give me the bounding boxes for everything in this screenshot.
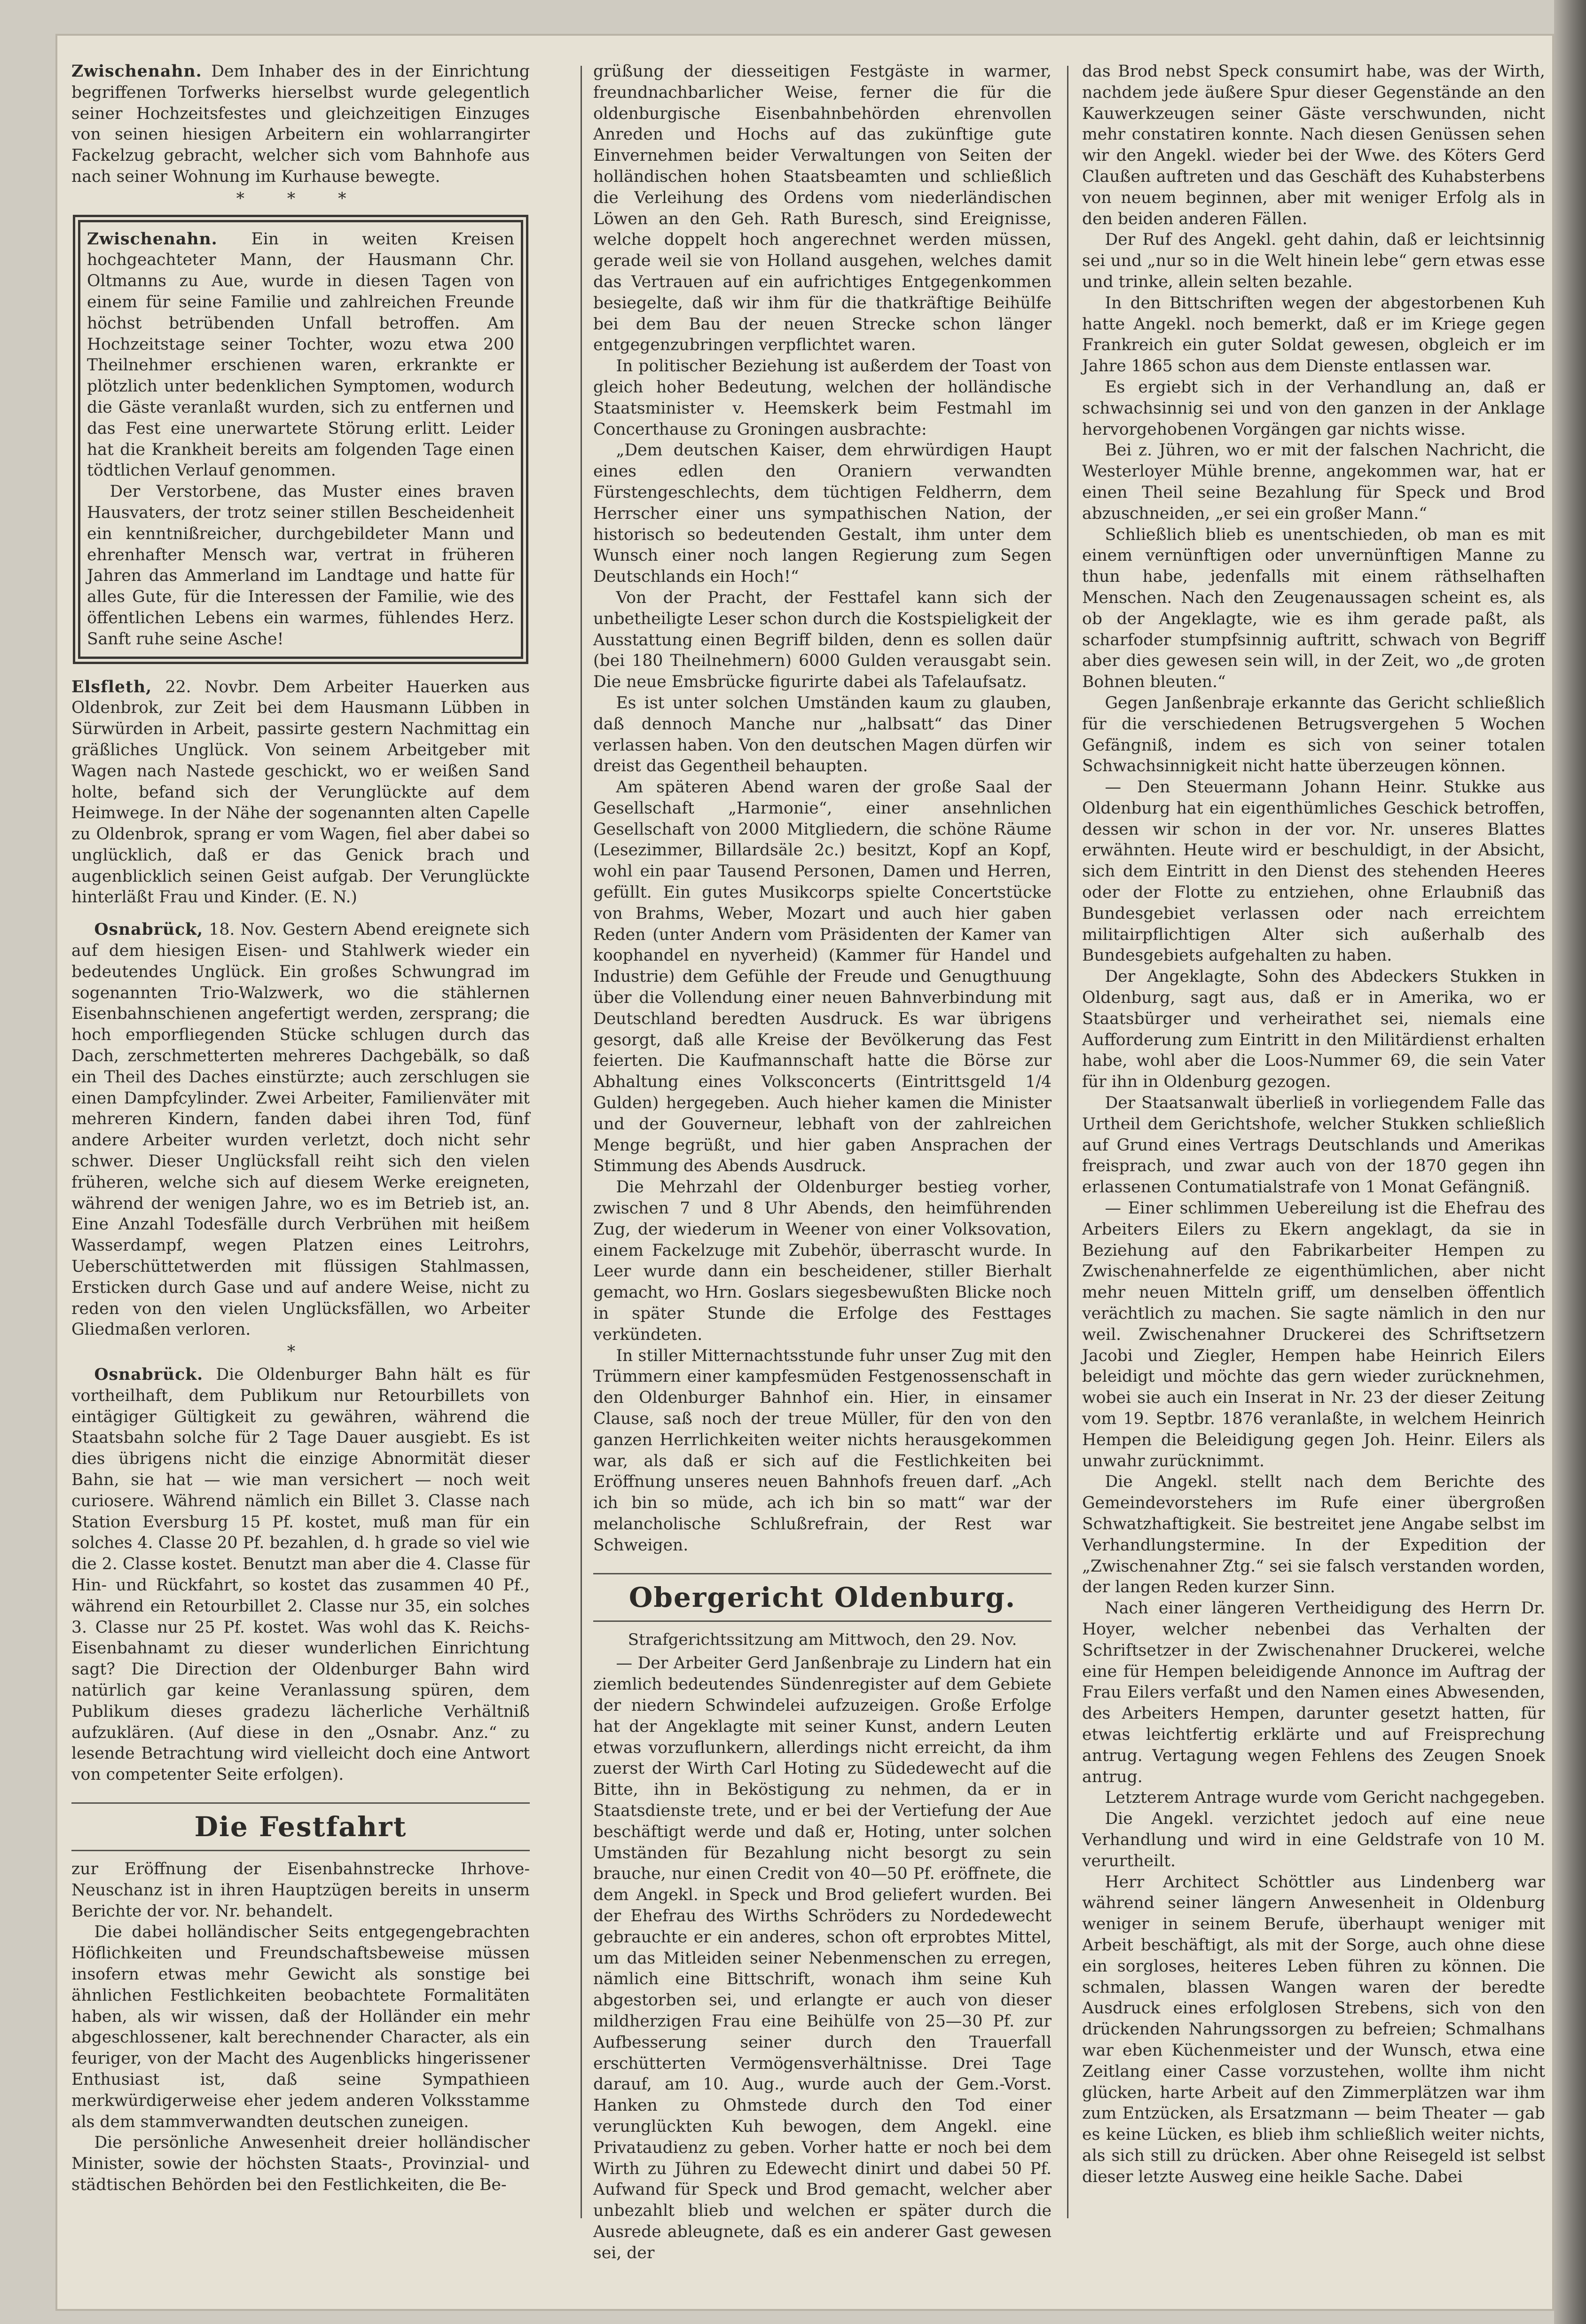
- headline-obergericht: Obergericht Oldenburg.: [593, 1573, 1052, 1622]
- obituary-paragraph: Zwischenahn. Ein in weiten Kreisen hochgeachteter Mann, der Hausmann Chr. Oltmanns zu Aue, wurde in diesen Tagen von einem für seine Familie und zahlreichen Freunde höchst betrübenden Unfall betroffen. Am Hochzeitstage seiner Tochter, wozu etwa 200 Theilnehmer erschienen waren, erkrankte er plötzlich unter bedenklichen Symptomen, wodurch die Gäste veranlaßt wurden, sich zu entfernen und das Fest eine unerwartete Störung erlitt. Leider hat die Krankheit bereits am folgenden Tage einen tödtlichen Verlauf genommen.: [87, 229, 514, 480]
- festfahrt-paragraph: Die Mehrzahl der Oldenburger bestieg vorher, zwischen 7 und 8 Uhr Abends, den heimführenden Zug, der wiederum in Weener von einer Volksovation, einem Fackelzuge mit Zubehör, überrascht wurde. In Leer wurde dann ein bescheidener, stiller Bierhalt gemacht, wo Hrn. Goslars siegesbewußten Blicke noch in später Stunde die Erfolge des Festtages verkündeten.: [593, 1178, 1052, 1344]
- court-paragraph: Herr Architect Schöttler aus Lindenberg war während seiner längern Anwesenheit in Oldenburg weniger in seinem Berufe, überhaupt weniger mit Arbeit beschäftigt, als mit der Sorge, auch ohne diese ein sorgloses, heiteres Leben führen zu können. Die schmalen, blassen Wangen waren der beredte Ausdruck eines erfolglosen Strebens, sich von den drückenden Nahrungssorgen zu befreien; Schmalhans war eben Küchenmeister und der Wunsch, etwa eine Zeitlang einer Casse vorzustehen, wollte ihm nicht glücken, harte Arbeit auf den Zimmerplätzen war ihm zum Entzücken, als Ersatzmann — beim Theater — gab es keine Lücken, es blieb ihm schließlich weiter nichts, als sich still zu drücken. Aber ohne Reisegeld ist selbst dieser letzte Ausweg eine heikle Sache. Dabei: [1082, 1872, 1545, 2186]
- headline-festfahrt: Die Festfahrt: [71, 1802, 530, 1851]
- festfahrt-paragraph: Am späteren Abend waren der große Saal der Gesellschaft „Harmonie“, einer ansehnlichen Gesellschaft von 2000 Mitgliedern, die schöne Räume (Lesezimmer, Billardsäle 2c.) besitzt, Kopf an Kopf, wohl ein paar Tausend Personen, Damen und Herren, gefüllt. Ein gutes Musikcorps spielte Concertstücke von Brahms, Weber, Mozart und auch hier gaben Reden (unter Andern vom Präsidenten der Kamer van koophandel en nyverheid) (Kammer für Handel und Industrie) dem Gefühle der Freude und Genugthuung über die Vollendung einer neuen Bahnverbindung mit Deutschland beredten Ausdruck. Es war übrigens gesorgt, daß alle Kreise der Bevölkerung das Fest feierten. Die Kaufmannschaft hatte die Börse zur Abhaltung eines Volksconcerts (Eintrittsgeld 1/4 Gulden) hergegeben. Auch hieher kamen die Minister und der Gouverneur, lebhaft von der zahlreichen Menge begrüßt, und hier gaben Ansprachen der Stimmung des Abends Ausdruck.: [593, 778, 1052, 1176]
- article-osnabrueck-unglueck: Osnabrück, 18. Nov. Gestern Abend ereignete sich auf dem hiesigen Eisen- und Stahlwerk wieder ein bedeutendes Unglück. Ein großes Schwungrad im sogenannten Trio-Walzwerk, wo die stählernen Eisenbahnschienen angefertigt werden, zersprang; die hoch emporfliegenden Stücke schlugen durch das Dach, zerschmetterten mehreres Dachgebälk, so daß ein Theil des Daches einstürzte; auch zerschlugen sie einen Dampfcylinder. Zwei Arbeiter, Familienväter mit mehreren Kindern, fanden dabei ihren Tod, fünf andere Arbeiter wurden verletzt, doch nicht sehr schwer. Dieser Unglücksfall reiht sich den vielen früheren, welche sich auf diesem Werke ereigneten, während der wenigen Jahre, wo es im Betrieb ist, an. Eine Anzahl Todesfälle durch Verbrühen mit heißem Wasserdampf, wegen Platzen eines Leitrohrs, Ueberschüttetwerden mit flüssigen Stahlmassen, Ersticken durch Gase und auf andere Weise, nicht zu reden von den vielen Unglücksfällen, wo Arbeiter Gliedmaßen verloren.: [71, 920, 530, 1339]
- session-subtitle: Strafgerichtssitzung am Mittwoch, den 29. Nov.: [628, 1630, 1017, 1649]
- column-1: [71, 61, 530, 2218]
- court-paragraph: — Den Steuermann Johann Heinr. Stukke aus Oldenburg hat ein eigenthümliches Geschick betroffen, dessen wir schon in der vor. Nr. unseres Blattes erwähnten. Heute wird er beschuldigt, in der Absicht, sich dem Eintritt in den Dienst des stehenden Heeres oder der Flotte zu entziehen, ohne Erlaubniß das Bundesgebiet verlassen oder nach erreichtem militairpflichtigen Alter sich außerhalb des Bundesgebiets aufgehalten zu haben.: [1082, 778, 1545, 965]
- article-zwischenahn-fackelzug: Zwischenahn. Dem Inhaber des in der Einrichtung begriffenen Torfwerks hierselbst wurde gelegentlich seiner Hochzeitsfestes und gleichzeitigen Einzuges von seinen hiesigen Arbeitern ein wohlarrangirter Fackelzug gebracht, welcher sich vom Bahnhofe aus nach seiner Wohnung im Kurhause bewegte.: [71, 62, 530, 186]
- court-paragraph: Letzterem Antrage wurde vom Gericht nachgegeben.: [1105, 1788, 1545, 1808]
- column-rule: [581, 66, 582, 2218]
- court-paragraph: Schließlich blieb es unentschieden, ob man es mit einem vernünftigen oder unvernünftigen Manne zu thun habe, jedenfalls mit einem räthselhaften Menschen. Nach den Zeugenaussagen scheint es, als ob der Angeklagte, wie es ihm gerade paßt, als scharfoder stumpfsinnig auftritt, schwach von Begriff aber dies gewesen sein will, in der Zeit, wo „de groten Bohnen bleuten.“: [1082, 525, 1545, 692]
- court-paragraph: — Der Arbeiter Gerd Janßenbraje zu Lindern hat ein ziemlich bedeutendes Sündenregister auf dem Gebiete der niedern Schwindelei aufzuzeigen. Große Erfolge hat der Angeklagte mit seiner Kunst, andern Leuten etwas vorzuflunkern, allerdings nicht erreicht, da ihm zuerst der Wirth Carl Hoting zu Südedewecht auf die Bitte, ihn in Beköstigung zu nehmen, da er in Staatsdienste trete, und er bei der Vertiefung der Aue beschäftigt werde und daß er, Hoting, unter solchen Umständen für Bezahlung nicht besorgt zu sein brauche, nur einen Credit von 40—50 Pf. eröffnete, die dem Angekl. in Speck und Brod geliefert wurden. Bei der Ehefrau des Wirths Schröders zu Nordedewecht gebrauchte er ein anderes, schon oft erprobtes Mittel, um das Mitleiden seiner Nebenmenschen zu erregen, nämlich eine Bittschrift, wonach ihm seine Kuh abgestorben sei, und erlangte er auch von dieser mildherzigen Frau eine Beihülfe von 25—30 Pf. zur Aufbesserung seiner durch den Trauerfall erschütterten Vermögensverhältnisse. Drei Tage darauf, am 10. Aug., wurde auch der Gem.-Vorst. Hanken zu Ohmstede durch den Tod einer verunglückten Kuh bewogen, dem Angekl. eine Privataudienz zu geben. Vorher hatte er noch bei dem Wirth zu Jühren zu Edewecht dinirt und dabei 50 Pf. Aufwand für Speck und Brod gemacht, welcher aber unbezahlt blieb und welchen er später durch die Ausrede ableugnete, daß es ein anderer Gast gewesen sei, der: [593, 1654, 1052, 2262]
- toast-quote: „Dem deutschen Kaiser, dem ehrwürdigen Haupt eines edlen den Oraniern verwandten Fürstengeschlechts, dem tüchtigen Feldherrn, dem Herrscher einer uns sympathischen Nation, der historisch so bedeutenden Gestalt, ihm unter dem Wunsch einer noch langen Regierung zum Segen Deutschlands ein Hoch!“: [593, 441, 1052, 587]
- obituary-box: [78, 220, 523, 659]
- festfahrt-paragraph: Von der Pracht, der Festtafel kann sich der unbetheiligte Leser schon durch die Kostspieligkeit der Ausstattung einen Begriff bilden, denn es sollen daür (bei 180 Theilnehmern) 6000 Gulden verausgabt sein. Die neue Emsbrücke figurirte dabei als Tafelaufsatz.: [593, 588, 1052, 692]
- court-paragraph: das Brod nebst Speck consumirt habe, was der Wirth, nachdem jede äußere Spur dieser Gegenstände an den Kauwerkzeugen seiner Gäste verschwunden, nicht mehr constatiren konnte. Nach diesen Genüssen sehen wir den Angekl. wieder bei der Wwe. des Köters Gerd Claußen auftreten und das Geschäft des Kuhabsterbens von neuem beginnen, aber mit weniger Erfolg als in den beiden anderen Fällen.: [1082, 62, 1545, 228]
- festfahrt-paragraph: Es ist unter solchen Umständen kaum zu glauben, daß dennoch Manche nur „halbsatt“ das Diner verlassen haben. Von den deutschen Magen dürfen wir dreist das Gegentheil behaupten.: [593, 693, 1052, 776]
- festfahrt-paragraph: Die dabei holländischer Seits entgegengebrachten Höflichkeiten und Freundschaftsbeweise müssen insofern etwas mehr Gewicht als sonstige bei ähnlichen Festlichkeiten beobachtete Formalitäten haben, als wir wissen, daß der Holländer ein mehr abgeschlossener, kalt berechnender Character, als ein feuriger, von der Macht des Augenblicks hingerissener Enthusiast ist, daß seine Sympathieen merkwürdigerweise eher jedem anderen Volksstamme als dem stammverwandten deutschen zuneigen.: [71, 1923, 530, 2131]
- court-paragraph: Die Angekl. stellt nach dem Berichte des Gemeindevorstehers im Rufe einer übergroßen Schwatzhaftigkeit. Sie bestreitet jene Angabe selbst im Verhandlungstermine. In der Expedition der „Zwischenahner Ztg.“ sei sie falsch verstanden worden, der langen Reden kurzer Sinn.: [1082, 1472, 1545, 1597]
- festfahrt-paragraph: Die persönliche Anwesenheit dreier holländischer Minister, sowie der höchsten Staats-, Provinzial- und städtischen Behörden bei den Festlichkeiten, die Be-: [71, 2133, 530, 2194]
- court-paragraph: Nach einer längeren Vertheidigung des Herrn Dr. Hoyer, welcher nebenbei das Verhalten der Schriftsetzer in der Zwischenahner Druckerei, welche eine für Hempen beleidigende Annonce im Auftrag der Frau Eilers verfaßt und den Namen eines Abwesenden, des Arbeiters Hempen, darunter gesetzt hatten, für etwas leichtfertig erklärte und auf Freisprechung antrug. Vertagung wegen Fehlens des Zeugen Snoek antrug.: [1082, 1599, 1545, 1786]
- festfahrt-paragraph: In stiller Mitternachtsstunde fuhr unser Zug mit den Trümmern einer kampfesmüden Festgenossenschaft in den Oldenburger Bahnhof ein. Hier, in einsamer Clause, saß noch der treue Müller, für den von den ganzen Herrlichkeiten weiter nichts herausgekommen war, als daß er sich auf die Festlichkeiten bei Eröffnung unseres neuen Bahnhofs freuen darf. „Ach ich bin so müde, ach ich bin so matt“ war der melancholische Schlußrefrain, der Rest war Schweigen.: [593, 1346, 1052, 1555]
- obituary-paragraph: Der Verstorbene, das Muster eines braven Hausvaters, der trotz seiner stillen Bescheidenheit ein kenntnißreicher, durchgebildeter Mann und ehrenhafter Mensch war, vertrat in früheren Jahren das Ammerland im Landtage und hatte für alles Gute, für die Interessen der Familie, wie des öffentlichen Lebens ein warmes, fühlendes Herz. Sanft ruhe seine Asche!: [87, 482, 514, 649]
- column-3: [1082, 61, 1545, 2218]
- column-rule: [1067, 66, 1068, 2218]
- separator-star: *: [287, 1342, 314, 1362]
- article-osnabrueck-bahn: Osnabrück. Die Oldenburger Bahn hält es für vortheilhaft, dem Publikum nur Retourbillets von eintägiger Gültigkeit zu gewähren, während die Staatsbahn solche für 2 Tage Dauer ausgiebt. Es ist dies übrigens nicht die einzige Abnormität dieser Bahn, sie hat — wie man versichert — noch weit curiosere. Während nämlich ein Billet 3. Classe nach Station Eversburg 15 Pf. kostet, muß man für ein solches 4. Classe 20 Pf. bezahlen, d. h grade so viel wie die 2. Classe kostet. Benutzt man aber die 4. Classe für Hin- und Rückfahrt, so kostet das zusammen 40 Pf., während ein Retourbillet 2. Classe nur 35, ein solches 3. Classe nur 25 Pf. kostet. Was wohl das K. Reichs-Eisenbahnamt zu dieser wunderlichen Einrichtung sagt? Die Direction der Oldenburger Bahn wird natürlich gar keine Veranlassung spüren, dem Publikum dieses gradezu lächerliche Verhältniß aufzuklären. (Auf diese in den „Osnabr. Anz.“ zu lesende Betrachtung wird vielleicht doch eine Antwort von competenter Seite erfolgen).: [71, 1365, 530, 1784]
- page-edge-shadow: [1554, 0, 1586, 2324]
- court-paragraph: Bei z. Jühren, wo er mit der falschen Nachricht, die Westerloyer Mühle brenne, angekommen war, hat er einen Theil seine Bezahlung für Speck und Brod abzuschneiden, „er sei ein großer Mann.“: [1082, 441, 1545, 523]
- festfahrt-paragraph: grüßung der diesseitigen Festgäste in warmer, freundnachbarlicher Weise, ferner die für die oldenburgische Eisenbahnbehörden ehrenvollen Anreden und Hochs auf das zukünftige gute Einvernehmen beider Verwaltungen von Seiten der holländischen hohen Staatsbeamten und schließlich die Verleihung des Ordens vom niederländischen Löwen an den Geh. Rath Buresch, sind Ereignisse, welche doppelt hoch angerechnet werden müssen, gerade weil sie von Holland ausgehen, welches damit das Vertrauen auf ein aufrichtiges Entgegenkommen besiegelte, daß wir ihm für die thatkräftige Beihülfe bei dem Bau der neuen Strecke schon länger entgegenzubringen verpflichtet waren.: [593, 62, 1052, 355]
- festfahrt-paragraph: In politischer Beziehung ist außerdem der Toast von gleich hoher Bedeutung, welchen der holländische Staatsminister v. Heemskerk beim Festmahl im Concerthause zu Groningen ausbrachte:: [593, 357, 1052, 439]
- court-paragraph: Der Ruf des Angekl. geht dahin, daß er leichtsinnig sei und „nur so in die Welt hinein lebe“ gern etwas esse und trinke, allein selten bezahle.: [1082, 230, 1545, 291]
- court-paragraph: Es ergiebt sich in der Verhandlung an, daß er schwachsinnig sei und von den ganzen in der Anklage hervorgehobenen Vorgängen gar nichts wisse.: [1082, 377, 1545, 439]
- court-paragraph: Gegen Janßenbraje erkannte das Gericht schließlich für die verschiedenen Betrugsvergehen 5 Wochen Gefängniß, indem es sich von seiner totalen Schwachsinnigkeit nicht hatte überzeugen können.: [1082, 693, 1545, 776]
- article-elsfleth: Elsfleth, 22. Novbr. Dem Arbeiter Hauerken aus Oldenbrok, zur Zeit bei dem Hausmann Lübben in Sürwürden in Arbeit, passirte gestern Nachmittag ein gräßliches Unglück. Von seinem Arbeitgeber mit Wagen nach Nastede geschickt, wo er weißen Sand holte, befand sich der Verunglückte auf dem Heimwege. In der Nähe der sogenannten alten Capelle zu Oldenbrok, sprang er vom Wagen, fiel aber dabei so unglücklich, daß er das Genick brach und augenblicklich seinen Geist aufgab. Der Verunglückte hinterläßt Frau und Kinder. (E. N.): [71, 677, 530, 907]
- column-2: [593, 61, 1052, 2262]
- court-paragraph: — Einer schlimmen Uebereilung ist die Ehefrau des Arbeiters Eilers zu Ekern angeklagt, da sie in Beziehung auf den Fabrikarbeiter Hempen zu Zwischenahnerfelde ze eigenthümlichen, aber nicht mehr neuen Mitteln griff, um denselben öffentlich verächtlich zu machen. Sie sagte nämlich in den nur weil. Zwischenahner Druckerei des Schriftsetzern Jacobi und Ziegler, Hempen habe Heinrich Eilers beleidigt und möchte das gern wieder zurücknehmen, wobei sie auch ein Inserat in Nr. 23 der dieser Zeitung vom 19. Septbr. 1876 veranlaßte, in welchem Heinrich Hempen die Beleidigung gegen Joh. Heinr. Eilers als unwahr zurücknimmt.: [1082, 1199, 1545, 1471]
- court-paragraph: Der Staatsanwalt überließ in vorliegendem Falle das Urtheil dem Gerichtshofe, welcher Stukken schließlich auf Grund eines Vertrags Deutschlands und Amerikas freisprach, und zwar auch von der 1870 gegen ihn erlassenen Contumatialstrafe von 1 Monat Gefängniß.: [1082, 1094, 1545, 1197]
- court-paragraph: Der Angeklagte, Sohn des Abdeckers Stukken in Oldenburg, sagt aus, daß er in Amerika, wo er Staatsbürger und verheirathet sei, niemals eine Aufforderung zum Eintritt in den Militärdienst erhalten habe, wohl aber die Loos-Nummer 69, die sein Vater für ihn in Oldenburg gezogen.: [1082, 967, 1545, 1092]
- court-paragraph: In den Bittschriften wegen der abgestorbenen Kuh hatte Angekl. noch bemerkt, daß er im Kriege gegen Frankreich ein guter Soldat gewesen, obgleich er im Jahre 1865 schon aus dem Dienste entlassen war.: [1082, 293, 1545, 376]
- separator-stars: * * *: [236, 189, 365, 208]
- festfahrt-paragraph: zur Eröffnung der Eisenbahnstrecke Ihrhove-Neuschanz ist in ihren Hauptzügen bereits in unserm Berichte der vor. Nr. behandelt.: [71, 1859, 530, 1921]
- court-paragraph: Die Angekl. verzichtet jedoch auf eine neue Verhandlung und wird in eine Geldstrafe von 10 M. verurtheilt.: [1082, 1809, 1545, 1870]
